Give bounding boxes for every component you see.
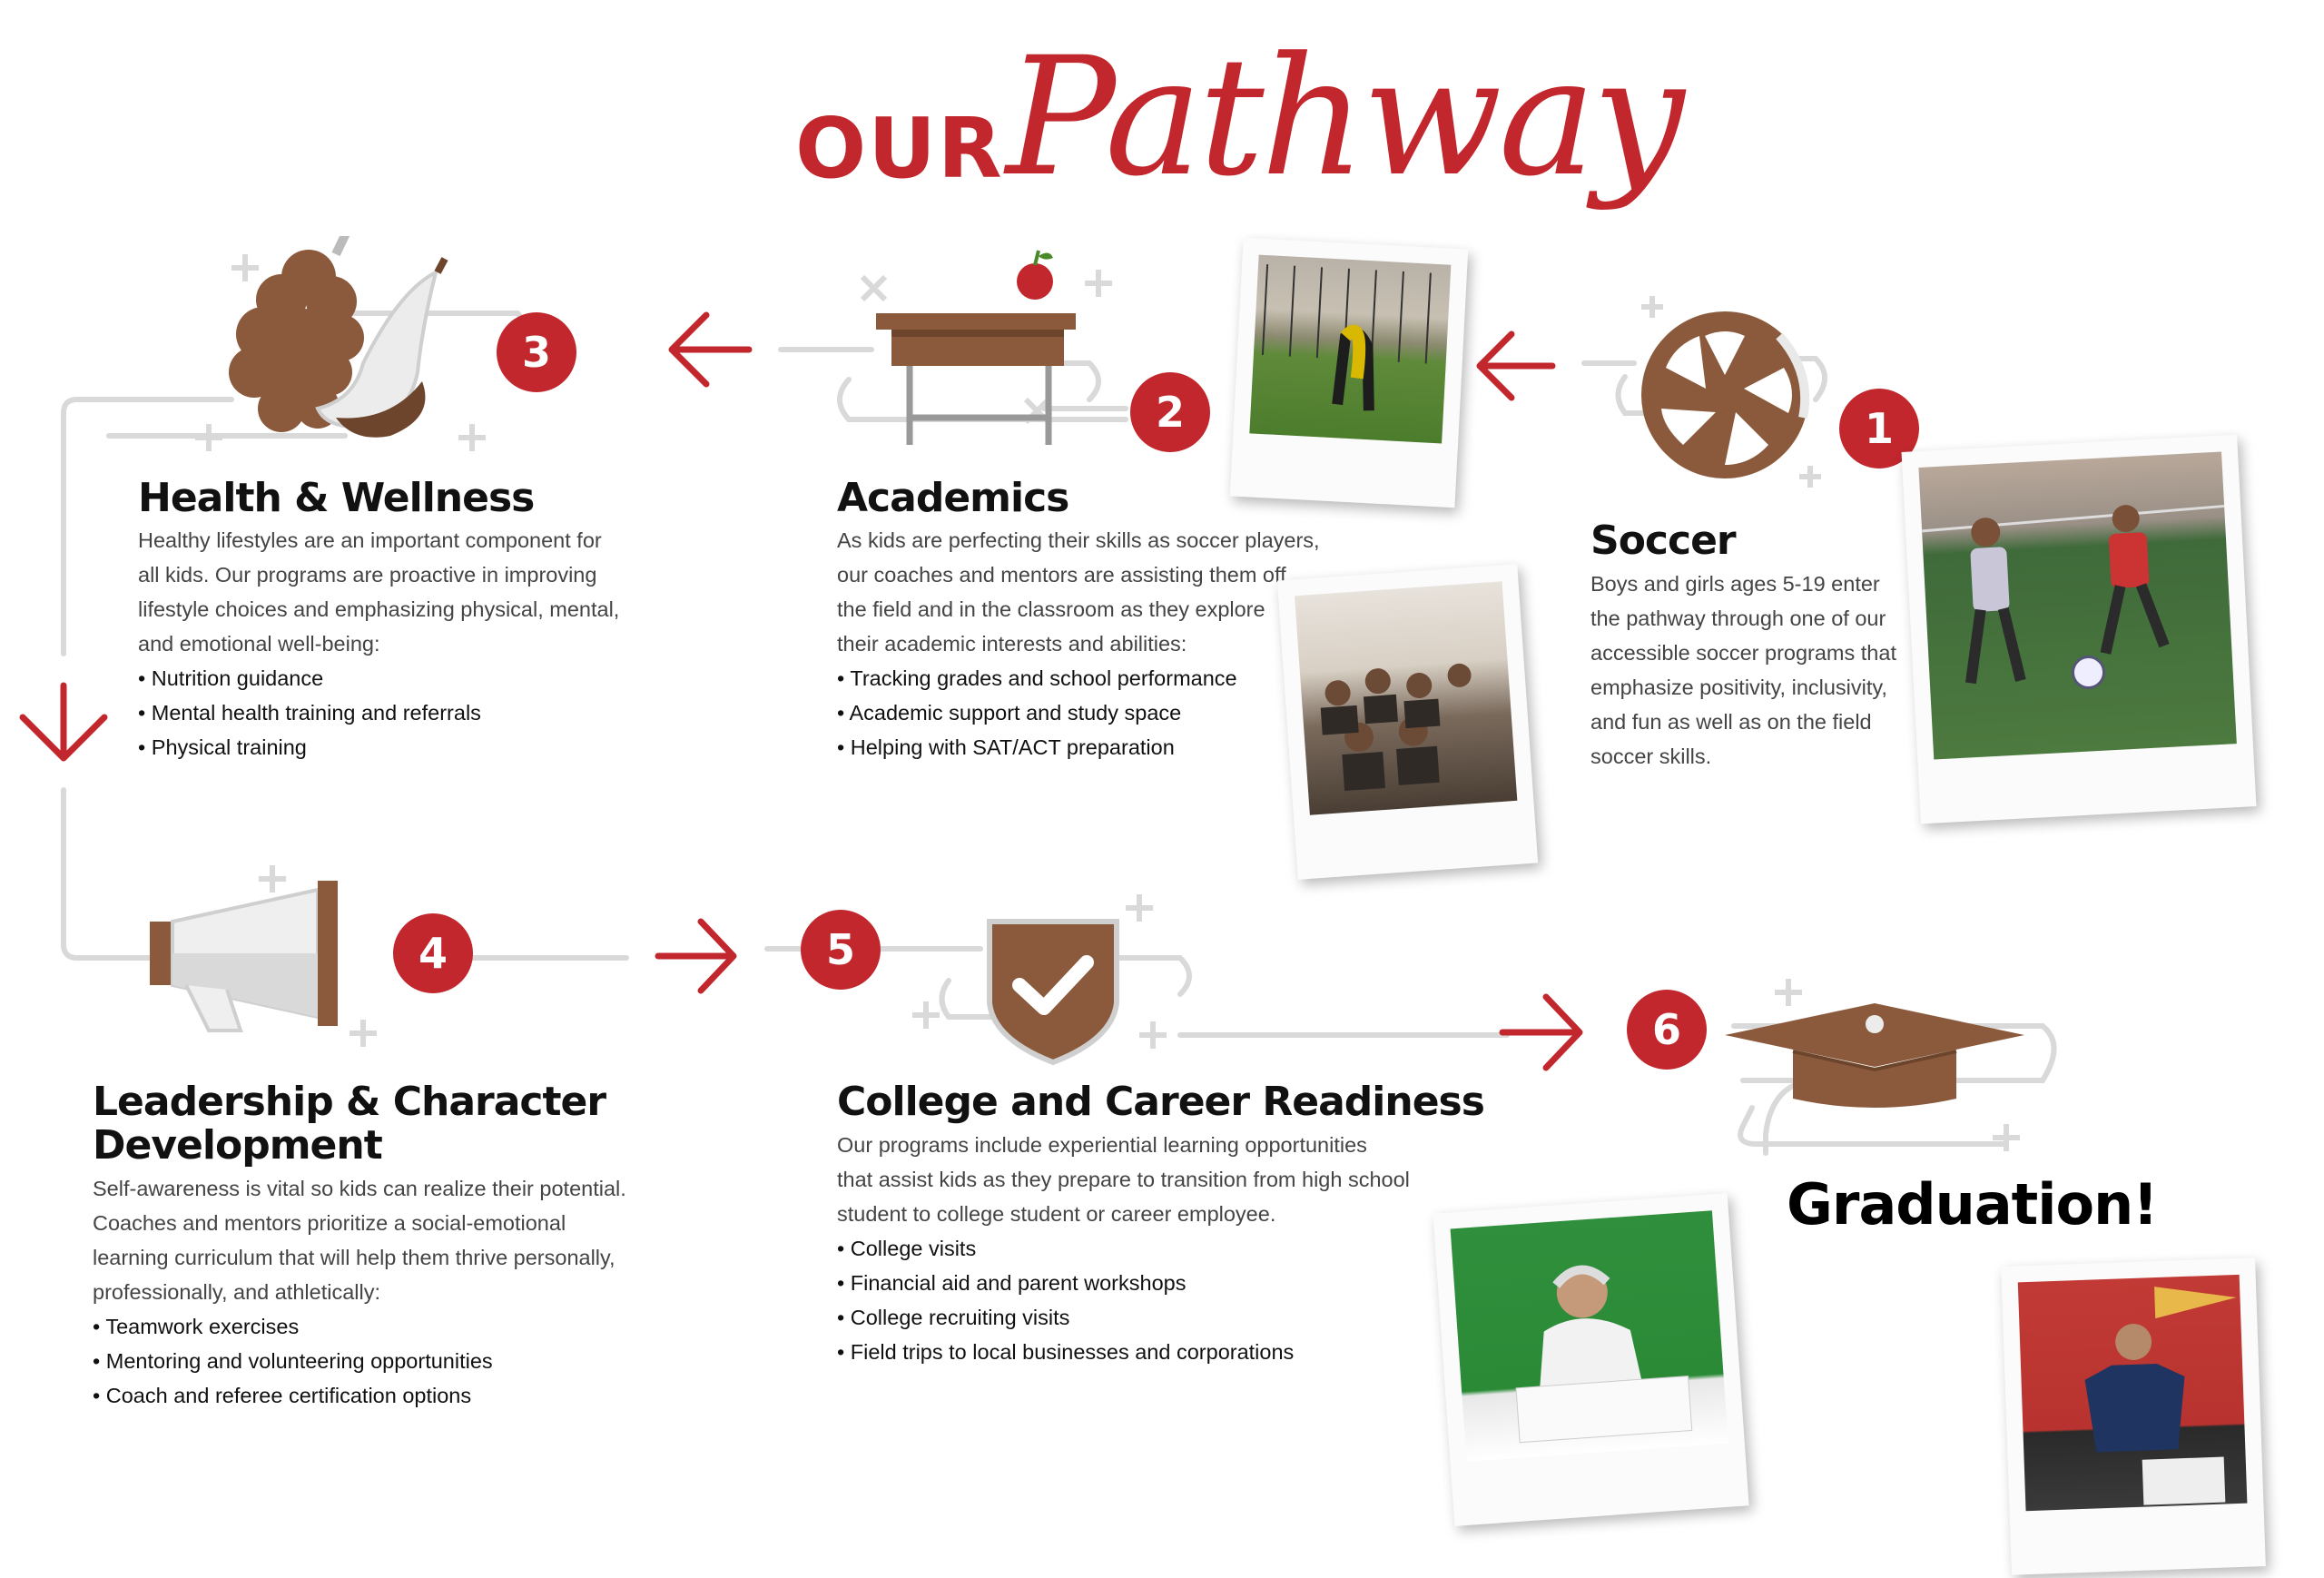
leadership-heading [93, 1080, 606, 1168]
players-dribbling-image [1918, 452, 2236, 760]
health-line: and emotional well-being: [138, 632, 380, 656]
student-jersey-image [2018, 1275, 2248, 1511]
leadership-bullet: • Teamwork exercises [93, 1309, 637, 1344]
academics-line: their academic interests and abilities: [837, 632, 1187, 656]
graduation-cap-icon [1720, 999, 2029, 1117]
academics-line: As kids are perfecting their skills as soccer players, [837, 528, 1320, 552]
leadership-description [93, 1171, 637, 1413]
arrow-2-to-1 [1480, 334, 1552, 398]
college-line: that assist kids as they prepare to transition from high school [837, 1168, 1410, 1191]
college-line: Our programs include experiential learning opportunities [837, 1133, 1367, 1157]
arrow-down [23, 685, 104, 758]
college-bullet: • College recruiting visits [837, 1300, 1418, 1335]
soccer-line: emphasize positivity, inclusivity, [1590, 676, 1887, 699]
photo-soccer-game [1902, 435, 2257, 824]
title-prefix: OUR [795, 100, 1004, 197]
leadership-line: learning curriculum that will help them thrive personally, [93, 1246, 615, 1269]
academics-description [837, 523, 1345, 764]
college-heading: College and Career Readiness [837, 1079, 1484, 1125]
graduation-heading: Graduation! [1787, 1171, 2158, 1238]
photo-classroom [1277, 564, 1538, 880]
leadership-heading-line: Leadership & Character [93, 1079, 606, 1125]
leadership-line: Coaches and mentors prioritize a social-emotional [93, 1211, 566, 1235]
college-bullet: • College visits [837, 1231, 1418, 1266]
college-line: student to college student or career employee. [837, 1202, 1276, 1226]
step-6-badge: 6 [1627, 990, 1707, 1070]
leadership-heading-line: Development [93, 1122, 382, 1169]
soccer-line: the pathway through one of our [1590, 607, 1886, 630]
megaphone-icon [145, 881, 359, 1044]
step-4-badge: 4 [393, 913, 473, 993]
soccer-line: soccer skills. [1590, 745, 1712, 768]
student-signing-image [1451, 1210, 1728, 1462]
academics-bullet: • Tracking grades and school performance [837, 661, 1345, 695]
health-line: Healthy lifestyles are an important component for [138, 528, 602, 552]
soccer-ball-icon [1634, 309, 1816, 481]
leadership-bullet: • Coach and referee certification options [93, 1378, 637, 1413]
photo-stretching [1230, 238, 1469, 508]
leadership-bullet: • Mentoring and volunteering opportunities [93, 1344, 637, 1378]
college-bullet: • Field trips to local businesses and corporations [837, 1335, 1418, 1369]
health-bullet: • Nutrition guidance [138, 661, 646, 695]
soccer-line: Boys and girls ages 5-19 enter [1590, 572, 1880, 596]
health-description [138, 523, 646, 764]
health-bullet: • Physical training [138, 730, 646, 764]
grapes-banana-icon [227, 236, 472, 445]
academics-bullet: • Academic support and study space [837, 695, 1345, 730]
soccer-line: and fun as well as on the field [1590, 710, 1872, 734]
photo-signing [1433, 1193, 1748, 1526]
academics-line: our coaches and mentors are assisting them off [837, 563, 1286, 587]
college-bullet: • Financial aid and parent workshops [837, 1266, 1418, 1300]
health-bullet: • Mental health training and referrals [138, 695, 646, 730]
health-heading: Health & Wellness [138, 475, 535, 521]
title-main: Pathway [1006, 23, 1681, 212]
shield-check-icon [985, 912, 1121, 1067]
students-classroom-image [1295, 581, 1517, 814]
photo-jersey [2001, 1257, 2266, 1575]
college-description [837, 1128, 1418, 1369]
health-line: all kids. Our programs are proactive in improving [138, 563, 597, 587]
arrow-5-to-6 [1502, 997, 1580, 1068]
leadership-line: Self-awareness is vital so kids can realize their potential. [93, 1177, 626, 1200]
soccer-line: accessible soccer programs that [1590, 641, 1896, 665]
academics-heading: Academics [837, 475, 1069, 521]
step-3-badge: 3 [497, 312, 576, 392]
soccer-description [1590, 567, 1935, 774]
leadership-line: professionally, and athletically: [93, 1280, 380, 1304]
arrow-4-to-5 [658, 922, 734, 991]
step-1-badge: 1 [1839, 389, 1919, 468]
soccer-heading: Soccer [1590, 518, 1736, 564]
arrow-3-to-2 [672, 315, 749, 384]
step-2-badge: 2 [1130, 372, 1210, 452]
academics-bullet: • Helping with SAT/ACT preparation [837, 730, 1345, 764]
health-line: lifestyle choices and emphasizing physical, mental, [138, 597, 620, 621]
step-5-badge: 5 [801, 910, 881, 990]
school-desk-icon [872, 245, 1080, 454]
player-stretching-image [1249, 255, 1451, 444]
academics-line: the field and in the classroom as they explore [837, 597, 1265, 621]
